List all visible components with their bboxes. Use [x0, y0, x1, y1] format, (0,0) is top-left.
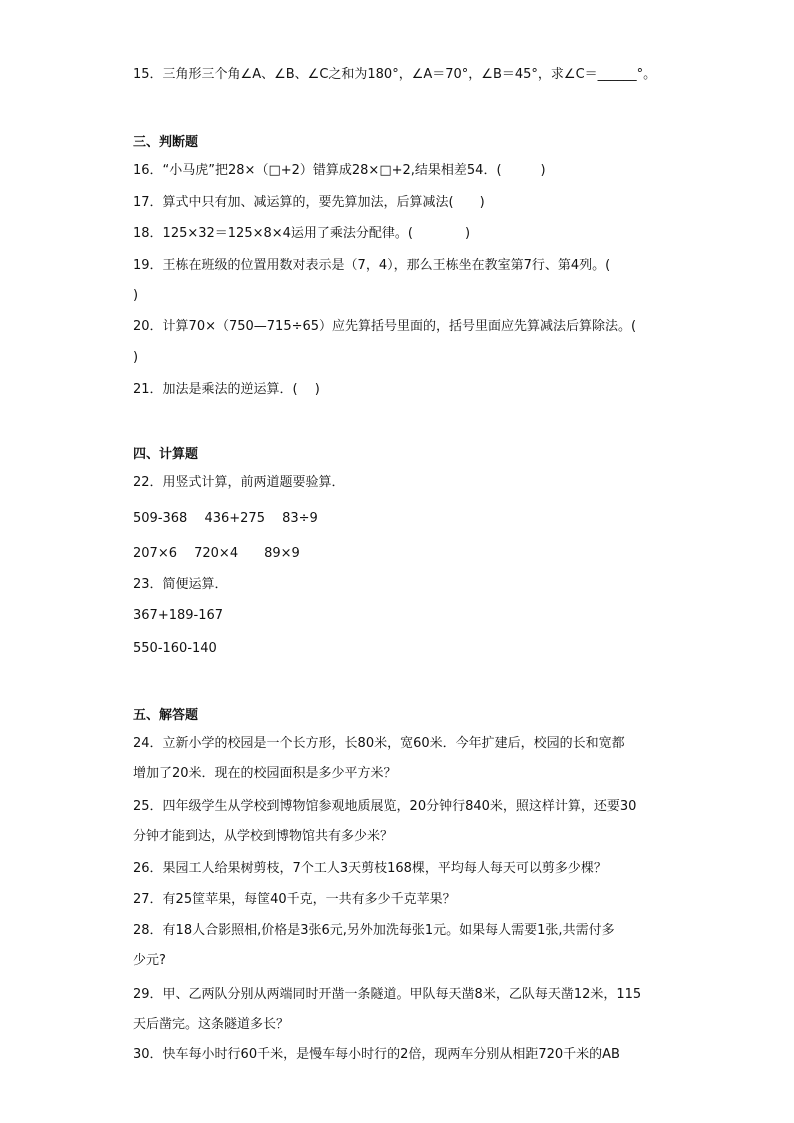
question-22-row-2: 207×6 720×4 89×9: [133, 546, 300, 561]
question-28: 28．有18人合影照相,价格是3张6元,另外加洗每张1元。如果每人需要1张,共需付多: [133, 923, 615, 938]
question-26: 26．果园工人给果树剪枝，7个工人3天剪枝168棵，平均每人每天可以剪多少棵？: [133, 861, 607, 876]
question-30: 30．快车每小时行60千米，是慢车每小时行的2倍，现两车分别从相距720千米的AB: [133, 1047, 620, 1062]
question-20: 20．计算70×（750—715÷65）应先算括号里面的，括号里面应先算减法后算除法。(: [133, 319, 637, 334]
section-title-calculation: 四、计算题: [133, 447, 199, 462]
question-29-continued: 天后凿完。这条隧道多长？: [133, 1017, 290, 1032]
question-24-continued: 增加了20米．现在的校园面积是多少平方米？: [133, 766, 397, 781]
question-22: 22．用竖式计算，前两道题要验算．: [133, 475, 345, 490]
question-15: 15．三角形三个角∠A、∠B、∠C之和为180°，∠A＝70°，∠B＝45°，求∠C＝______°。: [133, 67, 657, 82]
question-24: 24．立新小学的校园是一个长方形，长80米，宽60米．今年扩建后，校园的长和宽都: [133, 736, 625, 751]
question-23-row-1: 367+189-167: [133, 608, 224, 623]
question-20-continued: ): [133, 350, 139, 365]
question-18: 18．125×32＝125×8×4运用了乘法分配律。( ): [133, 226, 471, 241]
question-16: 16．“小马虎”把28×（□+2）错算成28×□+2,结果相差54．( ): [133, 163, 546, 178]
question-25: 25．四年级学生从学校到博物馆参观地质展览，20分钟行840米，照这样计算，还要30: [133, 799, 637, 814]
question-23-row-2: 550-160-140: [133, 641, 217, 656]
question-29: 29．甲、乙两队分别从两端同时开凿一条隧道。甲队每天凿8米，乙队每天凿12米，115: [133, 987, 642, 1002]
question-17: 17．算式中只有加、减运算的，要先算加法，后算减法( ): [133, 195, 485, 210]
question-21: 21．加法是乘法的逆运算．( ): [133, 382, 320, 397]
question-25-continued: 分钟才能到达，从学校到博物馆共有多少米？: [133, 829, 394, 844]
question-19-continued: ): [133, 288, 139, 303]
question-22-row-1: 509-368 436+275 83÷9: [133, 511, 318, 526]
question-28-continued: 少元?: [133, 953, 166, 968]
section-title-true-false: 三、判断题: [133, 135, 199, 150]
question-23: 23．简便运算．: [133, 577, 228, 592]
question-19: 19．王栋在班级的位置用数对表示是（7，4），那么王栋坐在教室第7行、第4列。(: [133, 258, 611, 273]
question-27: 27．有25筐苹果，每筐40千克，一共有多少千克苹果？: [133, 892, 456, 907]
section-title-word-problems: 五、解答题: [133, 708, 199, 723]
